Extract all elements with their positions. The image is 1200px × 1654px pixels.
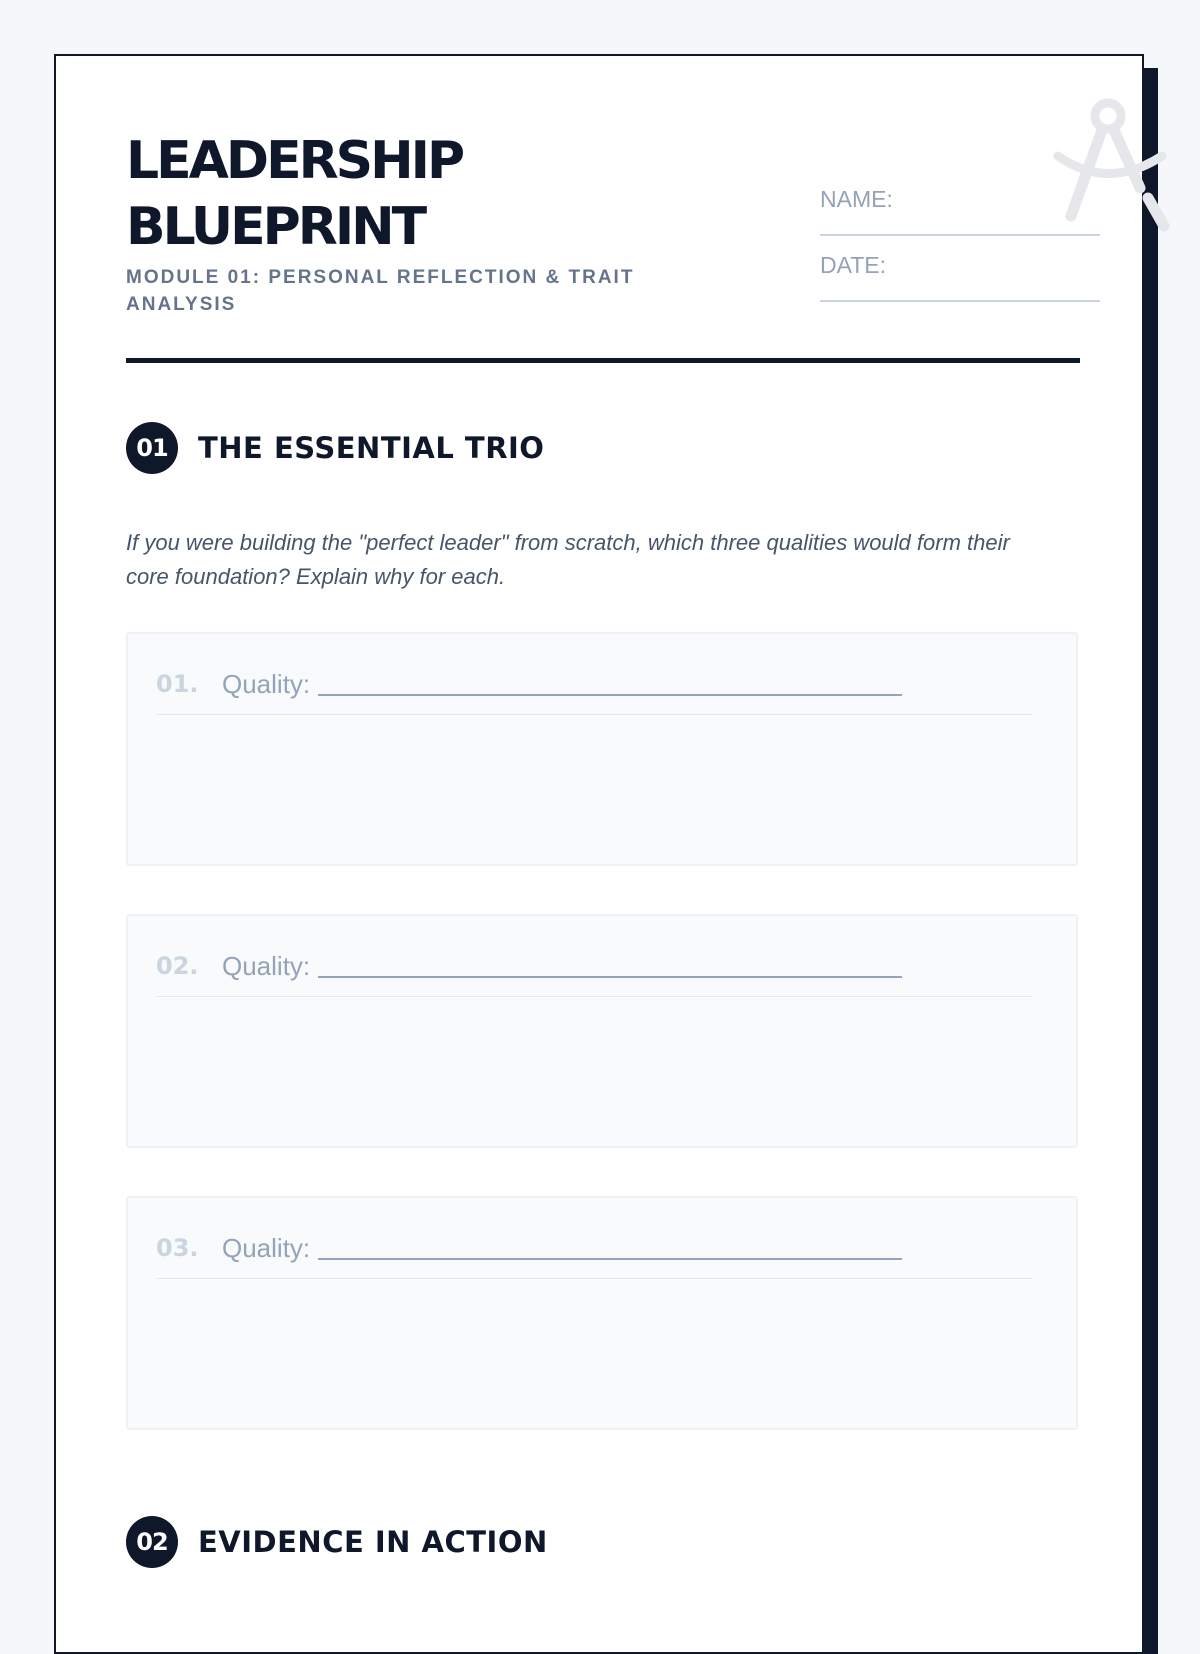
worksheet-page — [54, 54, 1144, 1654]
name-label: NAME: — [820, 186, 893, 212]
compass-icon — [1036, 96, 1176, 246]
section-1-heading — [126, 422, 544, 474]
section-number-badge: 02 — [126, 1516, 178, 1568]
date-field[interactable] — [820, 300, 1100, 302]
quality-label: Quality: — [222, 950, 311, 981]
quality-header — [156, 1218, 1032, 1279]
title-line-2: BLUEPRINT — [126, 197, 425, 257]
quality-number: 01. — [156, 670, 199, 698]
date-row — [820, 250, 1102, 316]
quality-box-1[interactable] — [126, 632, 1078, 866]
quality-label: Quality: — [222, 668, 311, 699]
section-title: EVIDENCE IN ACTION — [198, 1525, 548, 1559]
quality-box-3[interactable] — [126, 1196, 1078, 1430]
quality-input-line[interactable] — [318, 1236, 902, 1260]
quality-input-line[interactable] — [318, 672, 902, 696]
page-title — [126, 128, 686, 260]
section-2-heading — [126, 1516, 548, 1568]
date-label: DATE: — [820, 252, 887, 278]
quality-header — [156, 936, 1032, 997]
quality-box-2[interactable] — [126, 914, 1078, 1148]
section-prompt: If you were building the "perfect leader" from scratch, which three qualities would form their core foundation? Explain why for each. — [126, 530, 1010, 589]
title-line-1: LEADERSHIP — [126, 131, 463, 191]
quality-header — [156, 654, 1032, 715]
quality-label: Quality: — [222, 1232, 311, 1263]
quality-number: 03. — [156, 1234, 199, 1262]
section-number-badge: 01 — [126, 422, 178, 474]
module-subtitle: MODULE 01: PERSONAL REFLECTION & TRAIT ANALYSIS — [126, 267, 635, 315]
section-title: THE ESSENTIAL TRIO — [198, 431, 545, 465]
header-divider — [126, 358, 1080, 363]
quality-number: 02. — [156, 952, 199, 980]
quality-input-line[interactable] — [318, 954, 902, 978]
